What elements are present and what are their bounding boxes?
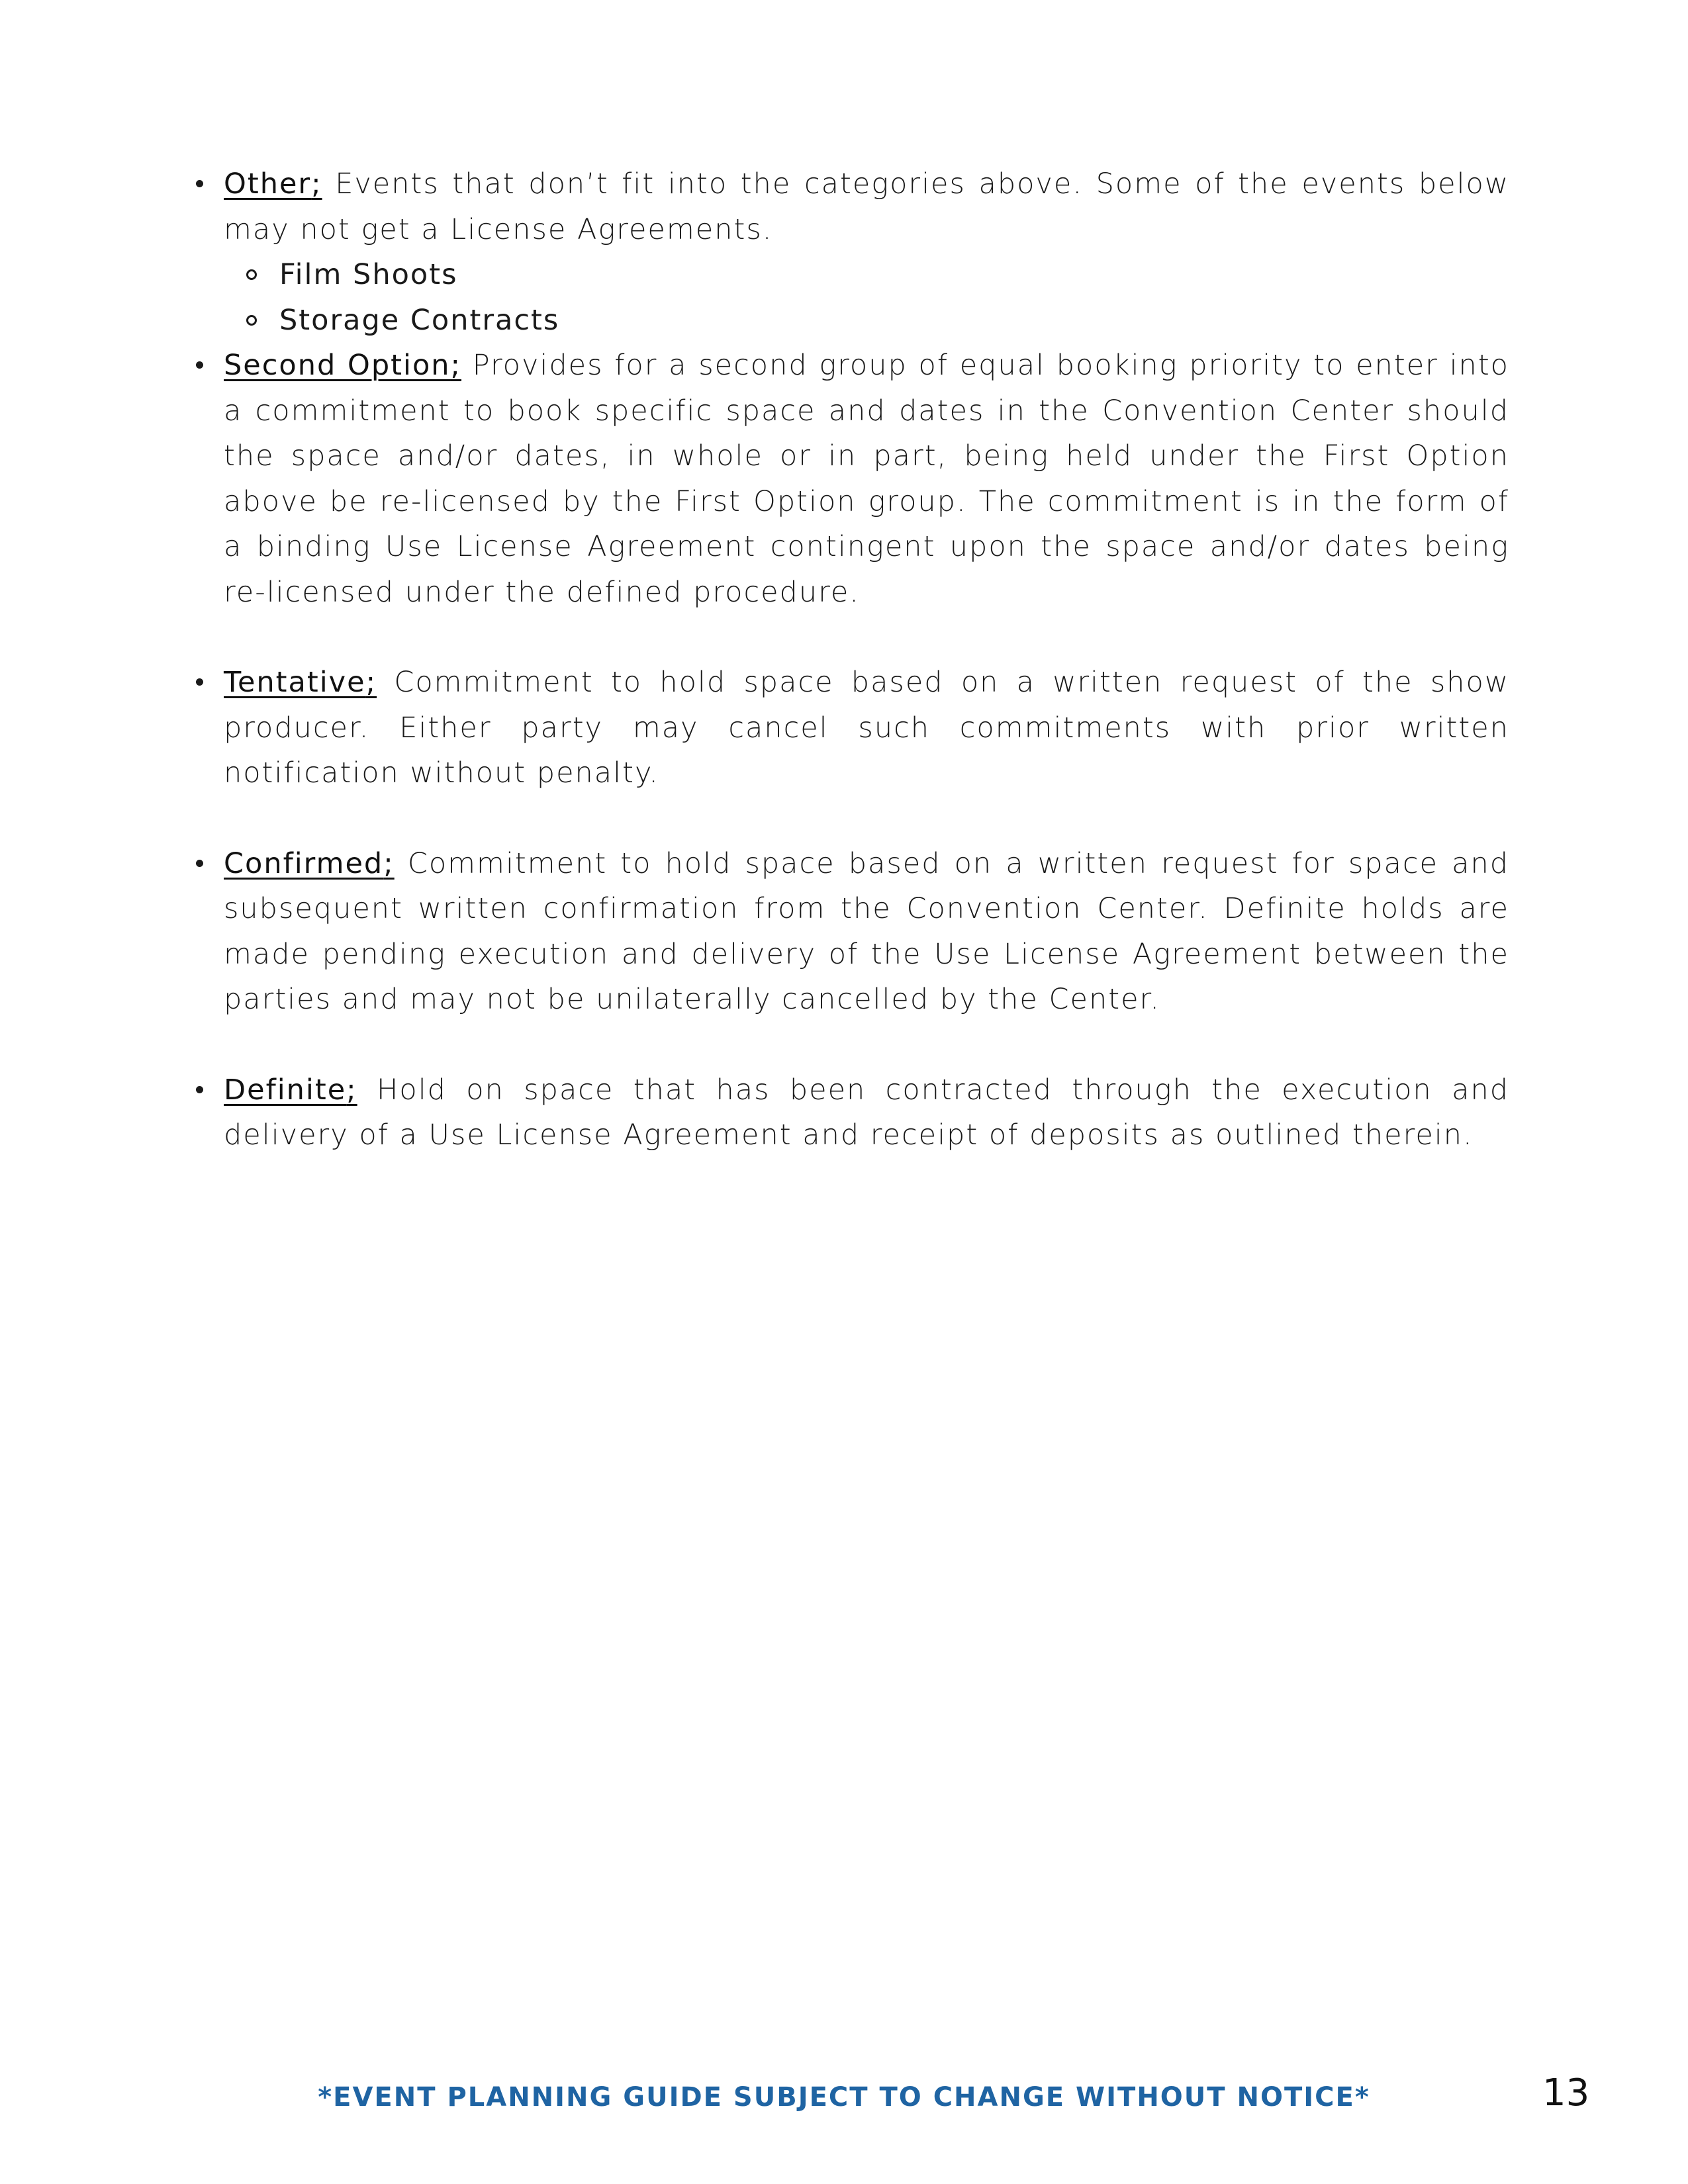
definition-second-option: Provides for a second group of equal booking priority to enter into a commitment to book specific space and dates in the Convention Center should the space and/or dates, in whole or in part, being held under the First Option above be re-licensed by the First Option group. The commitment is in the form of a binding Use License Agreement contingent upon the space and/or dates being re-licensed under the defined procedure.	[224, 349, 1509, 609]
term-definite: Definite;	[224, 1073, 357, 1107]
list-item-other	[224, 161, 1509, 252]
list-item-tentative	[224, 660, 1509, 796]
definitions-list	[224, 161, 1509, 1158]
other-sublist	[224, 252, 1509, 343]
footer-disclaimer: *EVENT PLANNING GUIDE SUBJECT TO CHANGE WITHOUT NOTICE*	[318, 2082, 1370, 2113]
sublist-item: Storage Contracts	[224, 298, 1509, 343]
bullet-icon	[196, 678, 203, 686]
list-item-second-option	[224, 343, 1509, 615]
bullet-icon	[196, 860, 203, 867]
hollow-bullet-icon	[246, 315, 257, 326]
definition-tentative: Commitment to hold space based on a written request of the show producer. Either party may cancel such commitments with prior written notification without penalty.	[224, 666, 1509, 790]
definition-definite: Hold on space that has been contracted through the execution and delivery of a Use License Agreement and receipt of deposits as outlined therein.	[224, 1073, 1509, 1152]
list-item-confirmed	[224, 841, 1509, 1023]
hollow-bullet-icon	[246, 269, 257, 280]
definition-confirmed: Commitment to hold space based on a written request for space and subsequent written confirmation from the Convention Center. Definite holds are made pending execution and delivery of the Use License Agreement between the parties and may not be unilaterally cancelled by the Center.	[224, 846, 1509, 1016]
page-number: 13	[1542, 2071, 1590, 2115]
term-tentative: Tentative;	[224, 666, 377, 699]
bullet-icon	[196, 361, 203, 369]
bullet-icon	[196, 180, 203, 187]
list-item-definite	[224, 1068, 1509, 1158]
term-second-option: Second Option;	[224, 349, 462, 382]
term-other: Other;	[224, 167, 322, 201]
sublist-item: Film Shoots	[224, 252, 1509, 298]
term-confirmed: Confirmed;	[224, 846, 395, 880]
bullet-icon	[196, 1086, 203, 1093]
definition-other: Events that don’t fit into the categories above. Some of the events below may not get a License Agreements.	[224, 167, 1509, 246]
